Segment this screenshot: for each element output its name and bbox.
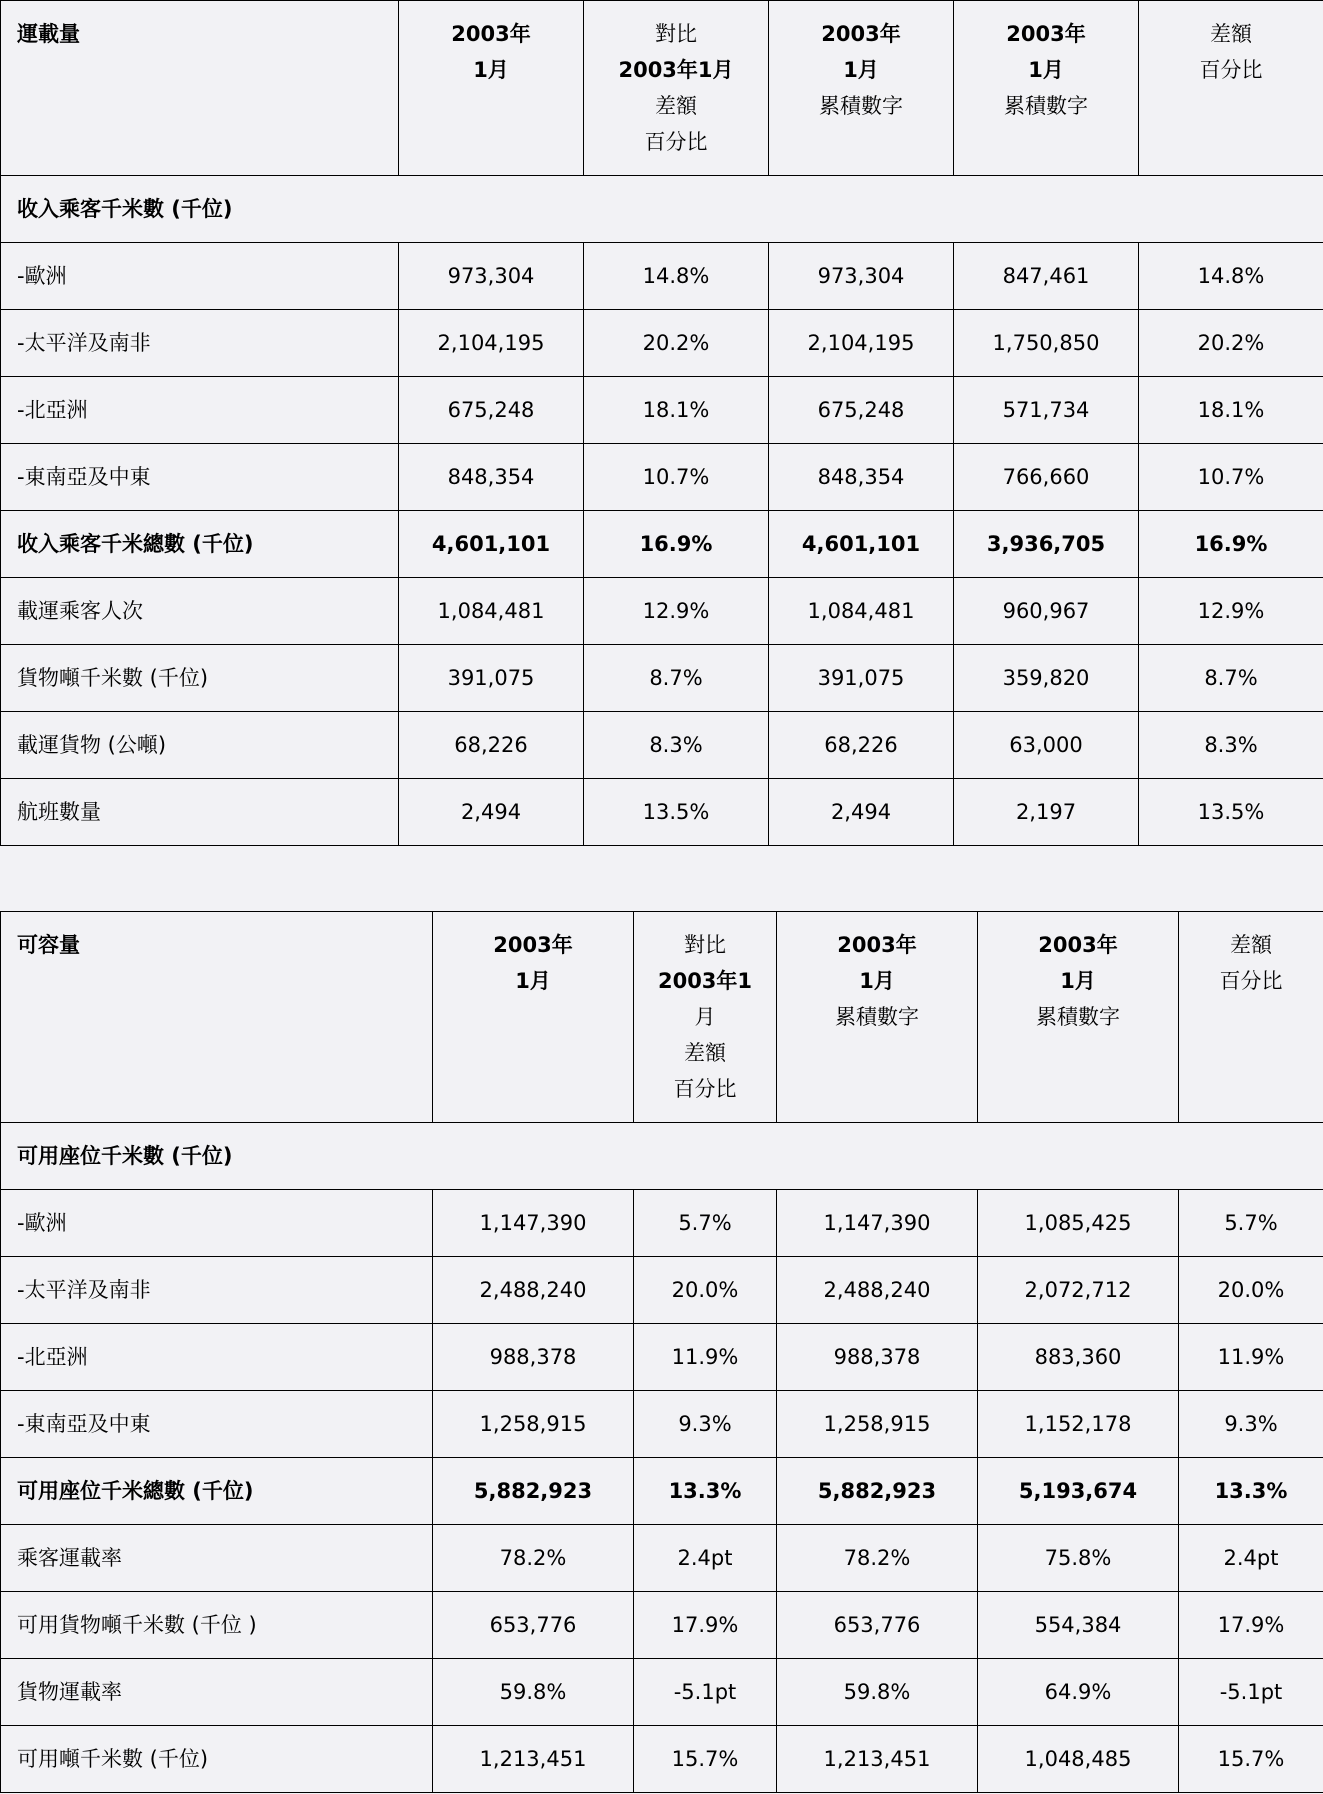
row-label: 貨物運載率 [1, 1659, 433, 1726]
row-value: 8.3% [1139, 712, 1323, 779]
row-value: 18.1% [584, 377, 769, 444]
header-line: 2003年 [821, 22, 901, 46]
header-row [1, 912, 1323, 1123]
table-row [1, 645, 1323, 712]
row-value: 4,601,101 [399, 511, 584, 578]
table-row [1, 1659, 1323, 1726]
header-line: 差額 [684, 1041, 726, 1065]
row-label: 可用座位千米總數 (千位) [1, 1458, 433, 1525]
row-value: 8.7% [584, 645, 769, 712]
row-value: 1,147,390 [433, 1190, 634, 1257]
row-value: 848,354 [399, 444, 584, 511]
header-line: 累積數字 [1004, 94, 1088, 118]
row-value: 1,084,481 [769, 578, 954, 645]
row-value: 12.9% [1139, 578, 1323, 645]
row-label: 載運乘客人次 [1, 578, 399, 645]
row-value: 75.8% [978, 1525, 1179, 1592]
table-row [1, 1190, 1323, 1257]
row-value: 13.5% [1139, 779, 1323, 846]
row-label: -太平洋及南非 [1, 310, 399, 377]
table-row [1, 1726, 1323, 1793]
header-line: 1月 [859, 969, 895, 993]
table-row [1, 1391, 1323, 1458]
header-col [584, 1, 769, 176]
row-value: 5.7% [634, 1190, 777, 1257]
row-value: 359,820 [954, 645, 1139, 712]
header-line: 百分比 [1199, 58, 1263, 82]
table-row [1, 1592, 1323, 1659]
row-value: 1,213,451 [433, 1726, 634, 1793]
row-label: 可用貨物噸千米數 (千位 ) [1, 1592, 433, 1659]
row-value: 1,750,850 [954, 310, 1139, 377]
header-col [777, 912, 978, 1123]
header-col [1139, 1, 1323, 176]
header-col [433, 912, 634, 1123]
row-value: 11.9% [634, 1324, 777, 1391]
row-value: -5.1pt [1179, 1659, 1323, 1726]
table-row [1, 1257, 1323, 1324]
header-line: 1月 [1028, 58, 1064, 82]
row-value: 883,360 [978, 1324, 1179, 1391]
row-value: 8.3% [584, 712, 769, 779]
row-value: 653,776 [433, 1592, 634, 1659]
row-value: 68,226 [399, 712, 584, 779]
row-label: 航班數量 [1, 779, 399, 846]
header-line: 2003年 [493, 933, 573, 957]
header-line: 1月 [843, 58, 879, 82]
header-line: 月 [694, 1005, 716, 1029]
row-value: 1,258,915 [777, 1391, 978, 1458]
table-row [1, 1525, 1323, 1592]
row-value: 68,226 [769, 712, 954, 779]
table-row [1, 444, 1323, 511]
row-value: 14.8% [584, 243, 769, 310]
row-value: 1,258,915 [433, 1391, 634, 1458]
row-value: 653,776 [777, 1592, 978, 1659]
row-value: 988,378 [433, 1324, 634, 1391]
row-value: 571,734 [954, 377, 1139, 444]
header-line: 1月 [1060, 969, 1096, 993]
header-line: 對比 [684, 933, 726, 957]
row-value: 675,248 [399, 377, 584, 444]
row-label: -歐洲 [1, 243, 399, 310]
row-label: -北亞洲 [1, 377, 399, 444]
row-value: 2,072,712 [978, 1257, 1179, 1324]
row-value: 20.2% [584, 310, 769, 377]
row-value: 1,152,178 [978, 1391, 1179, 1458]
row-value: 14.8% [1139, 243, 1323, 310]
row-value: 20.0% [634, 1257, 777, 1324]
row-value: 2.4pt [1179, 1525, 1323, 1592]
row-label: -歐洲 [1, 1190, 433, 1257]
row-value: 675,248 [769, 377, 954, 444]
row-value: 2,494 [769, 779, 954, 846]
table-row [1, 511, 1323, 578]
header-col [1179, 912, 1323, 1123]
row-value: 3,936,705 [954, 511, 1139, 578]
row-value: 9.3% [1179, 1391, 1323, 1458]
header-line: 累積數字 [819, 94, 903, 118]
table-row [1, 310, 1323, 377]
row-value: 11.9% [1179, 1324, 1323, 1391]
row-value: 59.8% [433, 1659, 634, 1726]
table-row [1, 377, 1323, 444]
row-label: 貨物噸千米數 (千位) [1, 645, 399, 712]
traffic-table [0, 0, 1323, 846]
header-line: 差額 [1210, 22, 1252, 46]
row-label: 收入乘客千米總數 (千位) [1, 511, 399, 578]
table-row [1, 1458, 1323, 1525]
row-value: 5.7% [1179, 1190, 1323, 1257]
row-value: 64.9% [978, 1659, 1179, 1726]
row-value: 5,193,674 [978, 1458, 1179, 1525]
header-col [954, 1, 1139, 176]
row-value: 78.2% [777, 1525, 978, 1592]
row-value: 78.2% [433, 1525, 634, 1592]
header-line: 差額 [655, 94, 697, 118]
header-line: 2003年1 [657, 969, 753, 993]
row-value: 13.3% [1179, 1458, 1323, 1525]
row-value: 1,213,451 [777, 1726, 978, 1793]
row-value: 848,354 [769, 444, 954, 511]
row-value: 2.4pt [634, 1525, 777, 1592]
header-col [634, 912, 777, 1123]
row-value: -5.1pt [634, 1659, 777, 1726]
row-label: -北亞洲 [1, 1324, 433, 1391]
header-line: 差額 [1230, 933, 1272, 957]
row-value: 10.7% [1139, 444, 1323, 511]
row-value: 13.3% [634, 1458, 777, 1525]
table-row [1, 1324, 1323, 1391]
header-line: 2003年 [1006, 22, 1086, 46]
capacity-table [0, 911, 1323, 1793]
header-line: 1月 [515, 969, 551, 993]
row-value: 973,304 [769, 243, 954, 310]
header-label: 運載量 [1, 1, 399, 176]
header-line: 2003年1月 [618, 58, 734, 82]
row-value: 973,304 [399, 243, 584, 310]
row-value: 2,488,240 [433, 1257, 634, 1324]
row-value: 59.8% [777, 1659, 978, 1726]
row-value: 1,085,425 [978, 1190, 1179, 1257]
row-value: 960,967 [954, 578, 1139, 645]
table-row [1, 712, 1323, 779]
header-col [769, 1, 954, 176]
row-value: 1,048,485 [978, 1726, 1179, 1793]
row-value: 766,660 [954, 444, 1139, 511]
row-value: 554,384 [978, 1592, 1179, 1659]
header-line: 2003年 [451, 22, 531, 46]
header-row [1, 1, 1323, 176]
row-value: 15.7% [634, 1726, 777, 1793]
table-row [1, 243, 1323, 310]
header-line: 1月 [473, 58, 509, 82]
row-value: 1,084,481 [399, 578, 584, 645]
row-value: 17.9% [634, 1592, 777, 1659]
table-row [1, 578, 1323, 645]
header-line: 累積數字 [1036, 1005, 1120, 1029]
row-value: 391,075 [399, 645, 584, 712]
row-value: 1,147,390 [777, 1190, 978, 1257]
row-value: 63,000 [954, 712, 1139, 779]
row-value: 2,494 [399, 779, 584, 846]
row-value: 988,378 [777, 1324, 978, 1391]
row-value: 13.5% [584, 779, 769, 846]
header-line: 累積數字 [835, 1005, 919, 1029]
row-label: -東南亞及中東 [1, 1391, 433, 1458]
row-value: 16.9% [1139, 511, 1323, 578]
row-value: 17.9% [1179, 1592, 1323, 1659]
row-value: 391,075 [769, 645, 954, 712]
section-title: 收入乘客千米數 (千位) [1, 176, 1323, 243]
row-value: 15.7% [1179, 1726, 1323, 1793]
row-value: 2,104,195 [769, 310, 954, 377]
row-value: 10.7% [584, 444, 769, 511]
row-label: -太平洋及南非 [1, 1257, 433, 1324]
header-line: 2003年 [1038, 933, 1118, 957]
header-col [978, 912, 1179, 1123]
header-line: 2003年 [837, 933, 917, 957]
row-value: 2,488,240 [777, 1257, 978, 1324]
row-value: 5,882,923 [777, 1458, 978, 1525]
row-label: 載運貨物 (公噸) [1, 712, 399, 779]
row-value: 12.9% [584, 578, 769, 645]
header-label: 可容量 [1, 912, 433, 1123]
section-row [1, 176, 1323, 243]
row-value: 8.7% [1139, 645, 1323, 712]
row-value: 2,197 [954, 779, 1139, 846]
header-col [399, 1, 584, 176]
row-value: 20.2% [1139, 310, 1323, 377]
section-row [1, 1123, 1323, 1190]
row-label: 乘客運載率 [1, 1525, 433, 1592]
row-value: 2,104,195 [399, 310, 584, 377]
table-row [1, 779, 1323, 846]
row-value: 18.1% [1139, 377, 1323, 444]
row-value: 16.9% [584, 511, 769, 578]
header-line: 百分比 [1219, 969, 1283, 993]
row-label: -東南亞及中東 [1, 444, 399, 511]
row-value: 4,601,101 [769, 511, 954, 578]
row-value: 20.0% [1179, 1257, 1323, 1324]
header-line: 對比 [655, 22, 697, 46]
row-value: 9.3% [634, 1391, 777, 1458]
header-line: 百分比 [673, 1077, 737, 1101]
section-title: 可用座位千米數 (千位) [1, 1123, 1323, 1190]
row-value: 847,461 [954, 243, 1139, 310]
header-line: 百分比 [644, 130, 708, 154]
row-value: 5,882,923 [433, 1458, 634, 1525]
row-label: 可用噸千米數 (千位) [1, 1726, 433, 1793]
